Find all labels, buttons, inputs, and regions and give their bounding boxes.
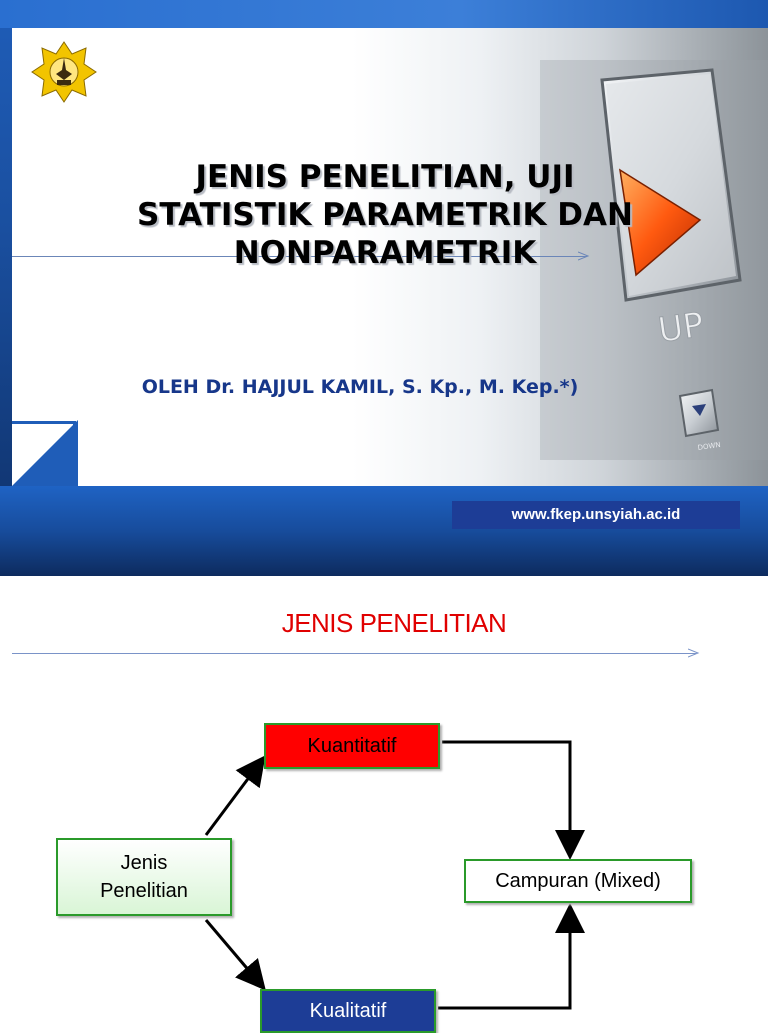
presentation-title: [40, 158, 730, 272]
node-kualitatif: Kualitatif: [260, 989, 436, 1033]
title-line-1: JENIS PENELITIAN, UJI: [195, 159, 575, 195]
corner-fold-triangle: [12, 420, 78, 486]
arrow-root-to-kuantitatif: [206, 760, 262, 835]
up-label: UP: [655, 304, 707, 351]
author-line: OLEH Dr. HAJJUL KAMIL, S. Kp., M. Kep.*): [141, 376, 579, 398]
title-line-2: STATISTIK PARAMETRIK DAN: [137, 197, 633, 233]
university-seal-icon: [30, 40, 98, 104]
node-jenis-line-2: Penelitian: [100, 880, 188, 902]
website-url[interactable]: www.fkep.unsyiah.ac.id: [452, 501, 740, 529]
node-kuantitatif: Kuantitatif: [264, 723, 440, 769]
arrow-root-to-kualitatif: [206, 920, 262, 986]
node-jenis-line-1: Jenis: [120, 852, 168, 874]
title-line-3: NONPARAMETRIK: [233, 235, 537, 271]
slide-title: JENIS PENELITIAN: [281, 608, 507, 638]
down-button: [680, 390, 718, 436]
node-campuran: Campuran (Mixed): [464, 859, 692, 903]
arrow-kuantitatif-to-mixed: [442, 742, 570, 854]
research-types-slide: [0, 576, 768, 1024]
arrow-kualitatif-to-mixed: [438, 909, 570, 1008]
diagram-connectors: [0, 576, 768, 1024]
top-band: [0, 0, 768, 28]
lower-band: [0, 486, 768, 576]
down-label: DOWN: [697, 440, 722, 452]
node-jenis-penelitian: [56, 838, 232, 916]
